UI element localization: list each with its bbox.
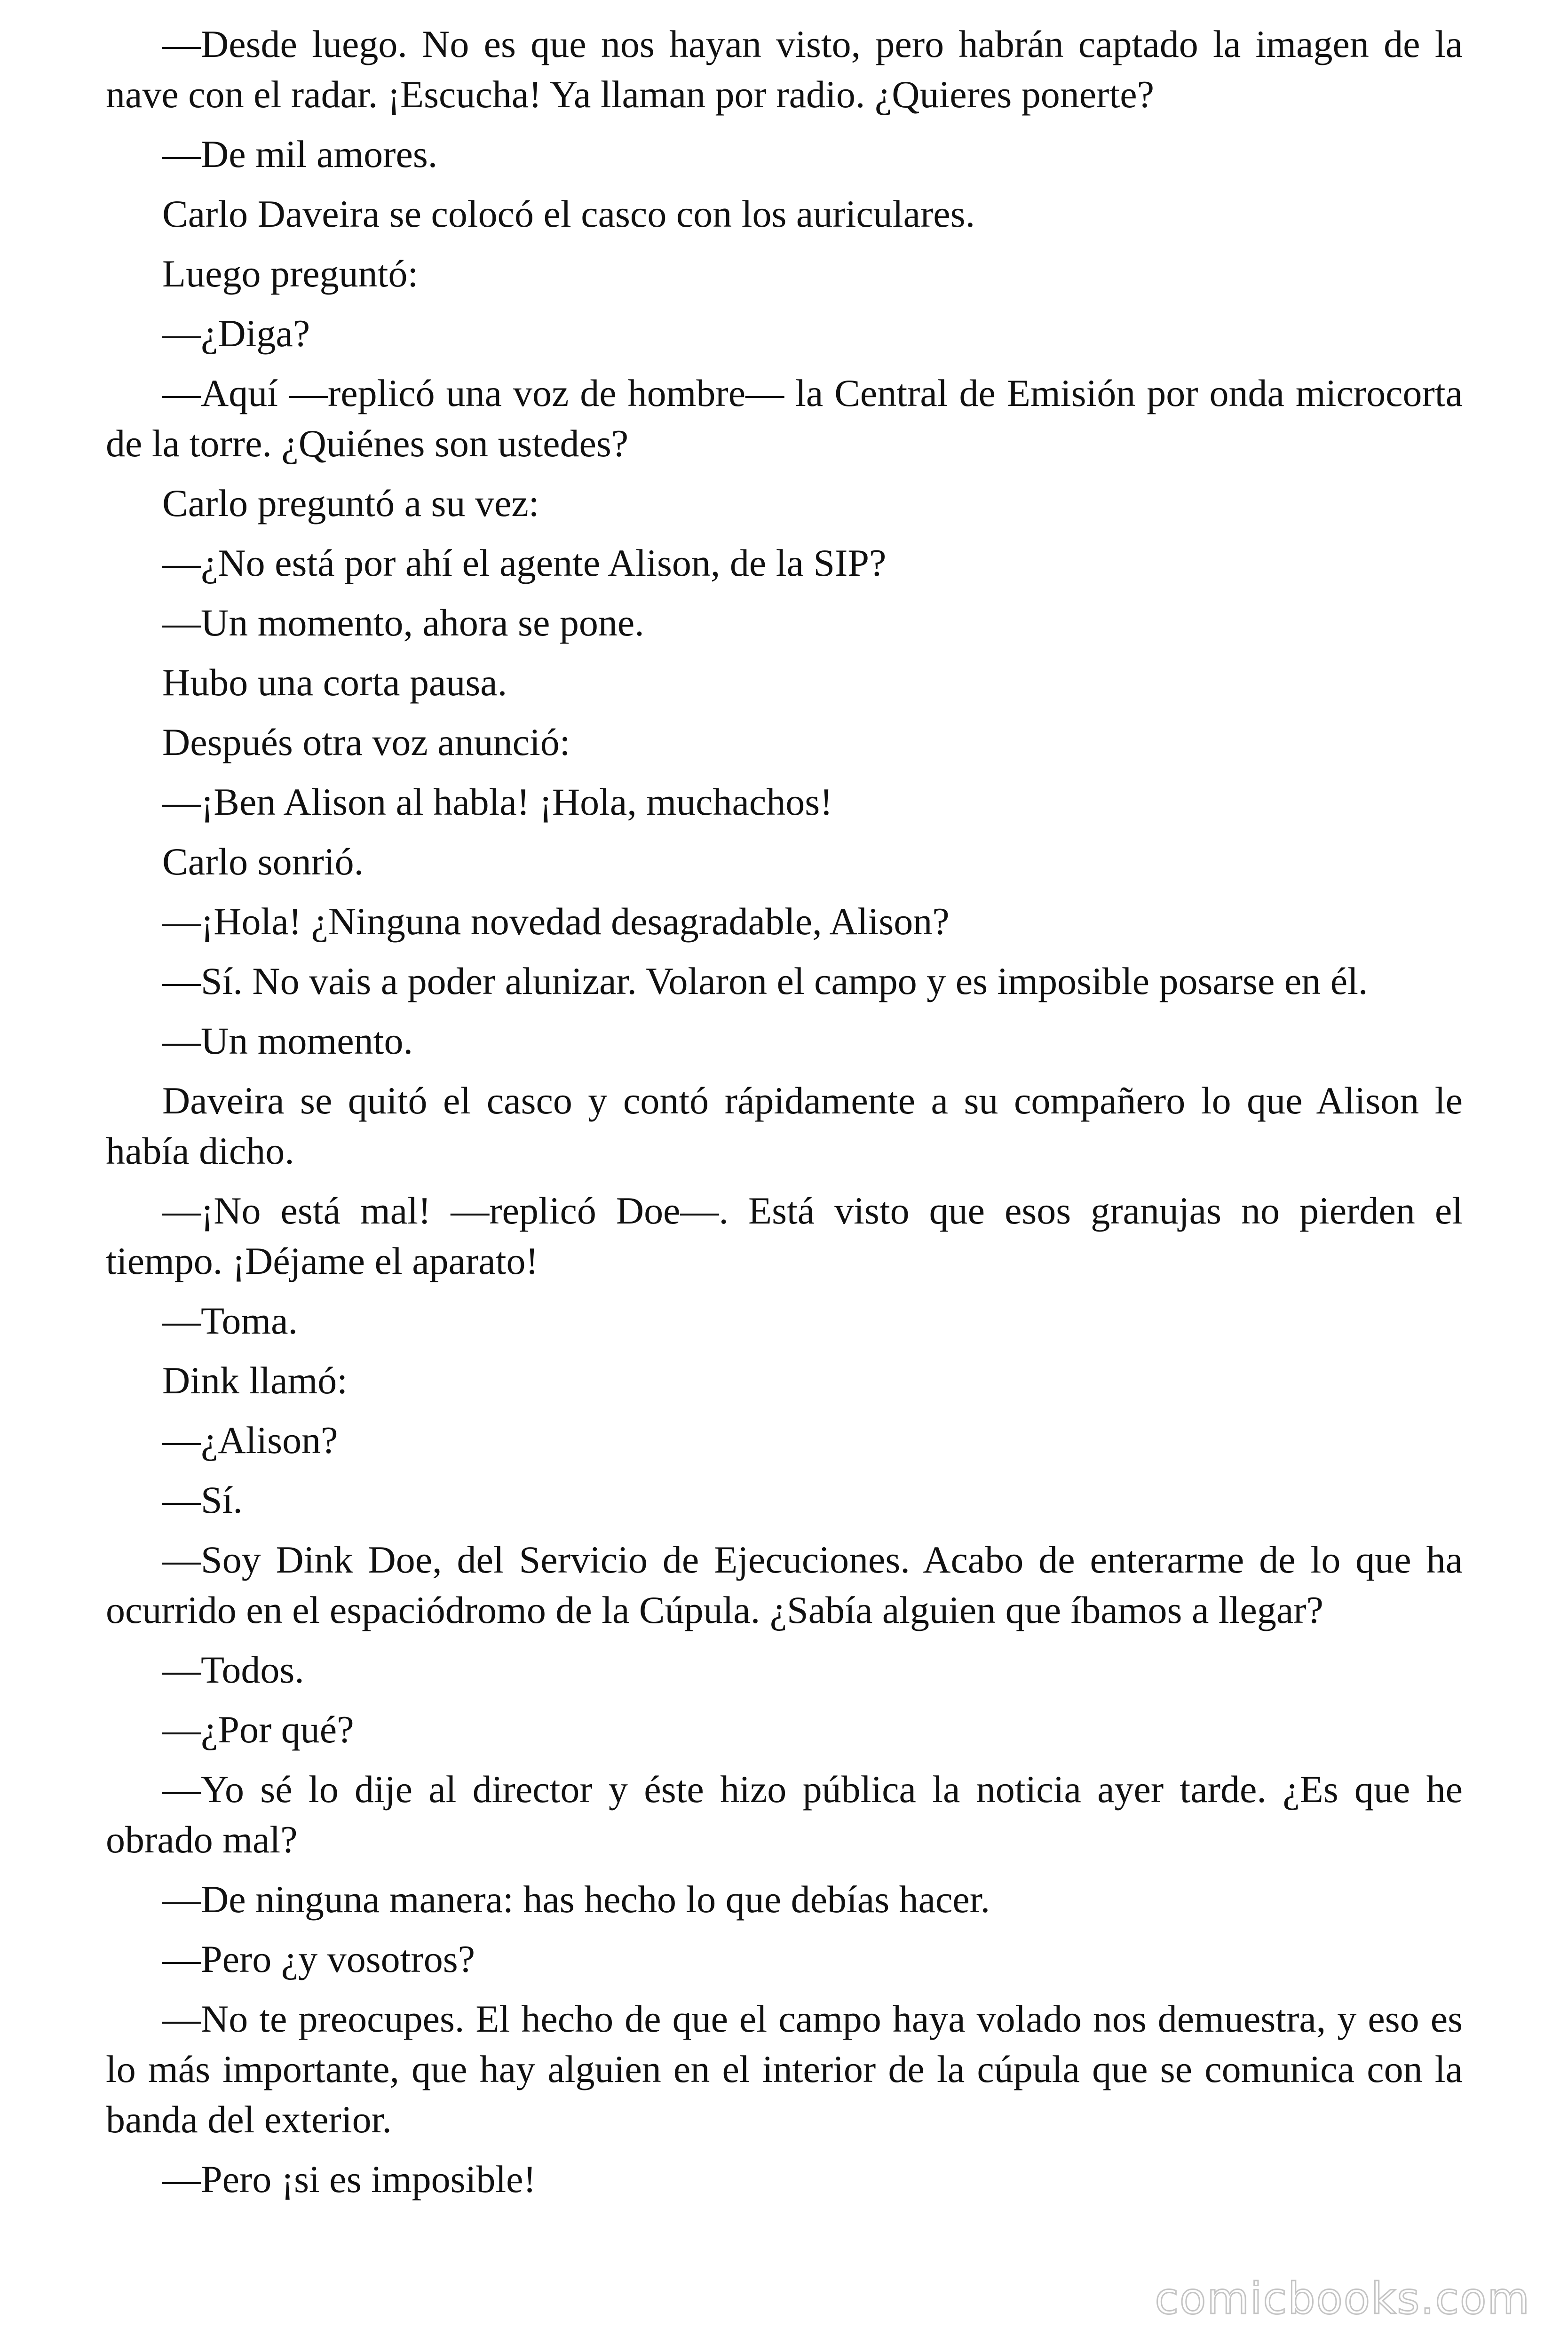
paragraph: —¿Alison? [162,1419,338,1462]
paragraph: —De ninguna manera: has hecho lo que debías hacer. [162,1878,990,1921]
watermark: comicbooks.com [1155,2273,1530,2324]
paragraph: —De mil amores. [162,133,438,175]
paragraph: —Desde luego. No es que nos hayan visto, pero habrán captado la imagen de la nave con el radar. ¡Escucha! Ya llaman por radio. ¿Quieres ponerte? [106,23,1463,116]
paragraph: —Sí. [162,1478,243,1521]
paragraph: —¡Ben Alison al habla! ¡Hola, muchachos! [162,780,833,823]
paragraph: Carlo Daveira se colocó el casco con los auriculares. [162,192,975,235]
paragraph: —Sí. No vais a poder alunizar. Volaron el campo y es imposible posarse en él. [162,960,1368,1002]
paragraph: Carlo sonrió. [162,840,364,883]
paragraph: —¿Por qué? [162,1708,354,1751]
paragraph: Carlo preguntó a su vez: [162,482,539,524]
paragraph: —¡No está mal! —replicó Doe—. Está visto que esos granujas no pierden el tiempo. ¡Déjame el aparato! [106,1189,1463,1282]
paragraph: Dink llamó: [162,1359,348,1402]
paragraph: —¿Diga? [162,312,310,355]
paragraph: —Toma. [162,1299,298,1342]
paragraph: —No te preocupes. El hecho de que el campo haya volado nos demuestra, y eso es lo más importante, que hay alguien en el interior de la cúpula que se comunica con la banda del exterior. [106,1997,1463,2141]
paragraph: —¡Hola! ¿Ninguna novedad desagradable, Alison? [162,900,950,943]
paragraph: —Un momento. [162,1019,413,1062]
paragraph: Daveira se quitó el casco y contó rápidamente a su compañero lo que Alison le había dicho. [106,1079,1463,1172]
page-text [106,19,1463,2214]
paragraph: —Pero ¡si es imposible! [162,2158,536,2201]
paragraph: Luego preguntó: [162,252,419,295]
paragraph: —Soy Dink Doe, del Servicio de Ejecuciones. Acabo de enterarme de lo que ha ocurrido en el espaciódromo de la Cúpula. ¿Sabía alguien que íbamos a llegar? [106,1538,1463,1631]
paragraph: Después otra voz anunció: [162,721,570,763]
paragraph: —¿No está por ahí el agente Alison, de la SIP? [162,541,887,584]
paragraph: —Aquí —replicó una voz de hombre— la Central de Emisión por onda microcorta de la torre. ¿Quiénes son ustedes? [106,372,1463,465]
paragraph: Hubo una corta pausa. [162,661,507,704]
paragraph: —Todos. [162,1648,304,1691]
paragraph: —Yo sé lo dije al director y éste hizo pública la noticia ayer tarde. ¿Es que he obrado mal? [106,1768,1463,1861]
paragraph: —Un momento, ahora se pone. [162,601,644,644]
paragraph: —Pero ¿y vosotros? [162,1938,475,1980]
